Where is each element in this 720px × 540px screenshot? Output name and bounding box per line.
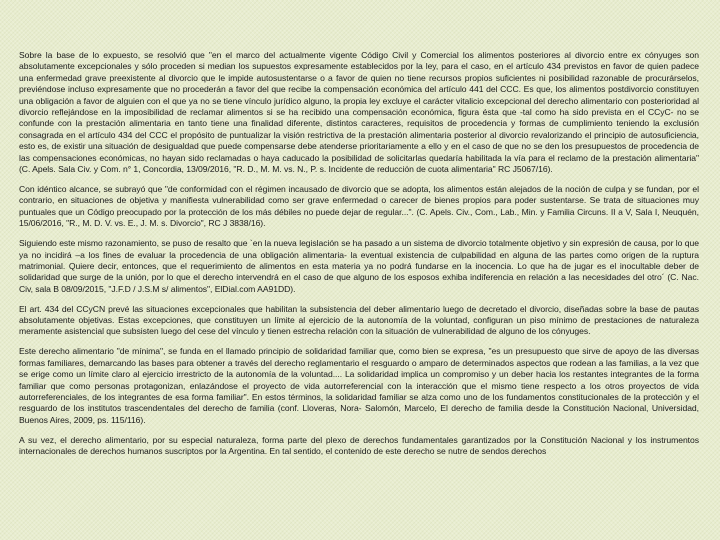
document-body [19,50,699,538]
paragraph-6: A su vez, el derecho alimentario, por su especial naturaleza, forma parte del plexo de derechos fundamentales garantizados por la Constitución Nacional y los instrumentos internacionales de derechos humanos suscriptos por la Argentina. En tal sentido, el contenido de este derecho se nutre de sendos derechos [19,434,699,457]
paragraph-2: Con idéntico alcance, se subrayó que "de conformidad con el régimen incausado de divorcio que se adopta, los alimentos están alejados de la noción de culpa y se fundan, por el contrario, en situaciones de objetiva y manifiesta vulnerabilidad como ser grave enfermedad o carecer de bienes propios para poder sustentarse. Se trata de situaciones muy puntuales que un Código preocupado por la protección de los más débiles no puede dejar de regular...". (C. Apels. Civ., Com., Lab., Min. y Familia Circuns. II a V, Sala I, Neuquén, 15/06/2016, "R., M. D. V. vs. E., J. M. s. Divorcio", RC J 3838/16). [19,183,699,229]
paragraph-3: Siguiendo este mismo razonamiento, se puso de resalto que `en la nueva legislación se ha pasado a un sistema de divorcio totalmente objetivo y sin expresión de causa, por lo que ya no incidirá –a los fines de evaluar la procedencia de una obligación alimentaria- la eventual existencia de culpabilidad en alguna de las partes como origen de la ruptura matrimonial. Quiere decir, entonces, que el requerimiento de alimentos en esta materia ya no podrá fundarse en la inocencia. Lo que ha de jugar es el inocultable deber de solidaridad que surge de la unión, por lo que el derecho intervendrá en el caso de que alguno de los esposos exhiba indiferencia en relación a las necesidades del otro´ (C. Nac. Civ, sala B 08/09/2015, "J.F.D / J.S.M s/ alimentos", ElDial.com AA91DD). [19,238,699,294]
paragraph-5: Este derecho alimentario "de mínima", se funda en el llamado principio de solidaridad familiar que, como bien se expresa, "es un presupuesto que sirve de apoyo de las diversas formas familiares, demarcando las bases para obtener a través del derecho reglamentario el resguardo o amparo de determinados aspectos que rodean a las familias, a la vez que se erige como un límite claro al ejercicio irrestricto de la autonomía de la voluntad.... La solidaridad implica un compromiso y un deber hacia los restantes integrantes de la forma familiar que como personas protagonizan, enlazándose el proyecto de vida autorreferencial con la interacción que el mismo tiene respecto a los otros proyectos de vida autorreferenciales, de los integrantes de esa forma familiar". En estos términos, la solidaridad familiar se alza como uno de los fundamentos constitucionales de la protección y el resguardo de los institutos trascendentales del derecho de familia (conf. Lloveras, Nora- Salomón, Marcelo, El derecho de familia desde la Constitución Nacional, Universidad, Buenos Aires, 2009, ps. 115/116). [19,346,699,425]
paragraph-1: Sobre la base de lo expuesto, se resolvió que "en el marco del actualmente vigente Código Civil y Comercial los alimentos posteriores al divorcio entre ex cónyuges son absolutamente excepcionales y sólo proceden si median los supuestos expresamente establecidos por la ley, para el caso, en el artículo 434 previstos en favor de quien padece una enfermedad grave preexistente al divorcio que le impide autosustentarse o a favor de quien no tiene recursos propios suficientes ni posibilidad razonable de procurárselos, previéndose incluso expresamente que no procederán a favor del que recibe la compensación económica del artículo 441 del CCC. Es que, los alimentos postdivorcio constituyen una obligación a favor de alguien con el que ya no se tiene vínculo jurídico alguno, la propia ley excluye el carácter vitalicio excepcional del derecho alimentario con posterioridad al divorcio reflejándose en la imposibilidad de reclamar alimentos si se ha recibido una compensación económica, figura ésta que -tal como ha sido prevista en el CCyC- no se confunde con la prestación alimentaria en tanto tiene una finalidad diferente, distintos caracteres, requisitos de procedencia y formas de cumplimiento teniendo la exclusión consagrada en el artículo 434 del CCC el propósito de puntualizar la visión restrictiva de la prestación alimentaria posterior al divorcio revalorizando el principio de autosuficiencia, esto es, de existir una situación de desigualdad que puede compensarse debe atenderse prioritariamente a ello y en el caso de que no se den los presupuestos de procedencia de las compensaciones económicas, no hayan sido reclamadas o haya caducado la posibilidad de solicitarlas quedaría habilitada la vía para el reclamo de la prestación alimentaria" (C. Apels. Sala Civ. y Com. n° 1, Concordia, 13/09/2016, "R. D., M. M. vs. N., P. s. Incidente de reducción de cuota alimentaria" RC J5067/16). [19,50,699,175]
paragraph-4: El art. 434 del CCyCN prevé las situaciones excepcionales que habilitan la subsistencia del deber alimentario luego de decretado el divorcio, diseñadas sobre la base de pautas absolutamente objetivas. Estas excepciones, que constituyen un límite al ejercicio de la autonomía de la voluntad, configuran un piso mínimo de prestaciones de naturaleza meramente asistencial que subsisten luego del cese del vínculo y tienen estrecha relación con la situación de vulnerabilidad de alguno de los cónyuges. [19,303,699,337]
